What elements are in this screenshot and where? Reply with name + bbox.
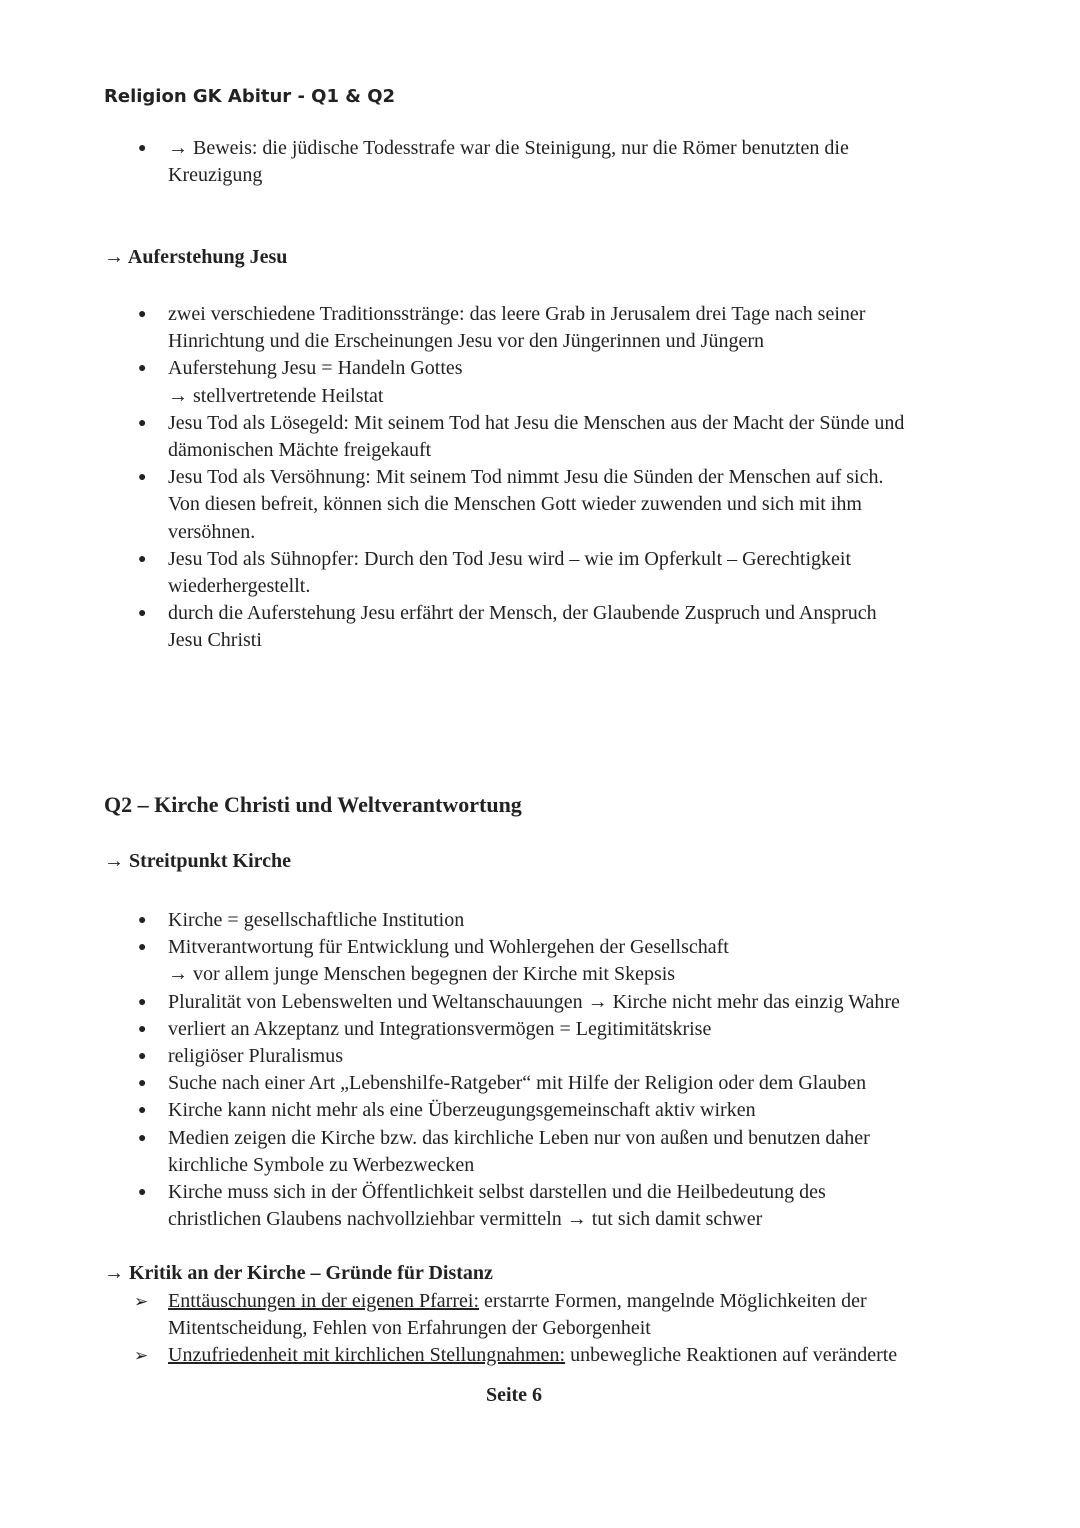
list-item: ● Jesu Tod als Sühnopfer: Durch den Tod Jesu wird – wie im Opferkult – Gerechtigkeit wiederhergestellt. — [138, 547, 851, 598]
bullet-icon: ● — [138, 1021, 147, 1037]
bullet-icon: ● — [138, 913, 147, 928]
bullet-icon: ● — [138, 1049, 147, 1065]
bullet-icon: ● — [138, 1103, 147, 1119]
bullet-icon: ● — [138, 307, 147, 322]
list-item: ● Medien zeigen die Kirche bzw. das kirchliche Leben nur von außen und benutzen daher kirchliche Symbole zu Werbezwecken — [138, 1126, 870, 1176]
list-item: ● religiöser Pluralismus — [0, 1043, 1080, 1070]
bullet-icon: ● — [138, 1076, 147, 1092]
bullet-icon: ● — [138, 551, 147, 567]
underlined-term: Unzufriedenheit mit kirchlichen Stellungnahmen: — [168, 1344, 566, 1367]
bullet-icon: ● — [138, 940, 147, 956]
bullet-icon: ● — [138, 470, 147, 486]
list-item: ● Mitverantwortung für Entwicklung und Wohlergehen der Gesellschaft → vor allem junge Menschen begegnen der Kirche mit Skepsis — [138, 936, 729, 986]
kritik-arrow-list — [0, 1288, 1080, 1370]
bullet-icon: ● — [138, 361, 147, 377]
list-item: ● Suche nach einer Art „Lebenshilfe-Ratgeber“ mit Hilfe der Religion oder dem Glauben — [0, 1070, 1080, 1097]
list-item: ● Pluralität von Lebenswelten und Weltanschauungen → Kirche nicht mehr das einzig Wahre — [0, 989, 1080, 1016]
section-heading-auferstehung: → Auferstehung Jesu — [104, 246, 288, 268]
list-item: ● Jesu Tod als Versöhnung: Mit seinem Tod nimmt Jesu die Sünden der Menschen auf sich. Von diesen befreit, können sich die Menschen Gott wieder zuwenden und sich mit ihm versöhnen. — [138, 466, 884, 543]
list-item: ● → Beweis: die jüdische Todesstrafe war die Steinigung, nur die Römer benutzten die Kreuzigung — [138, 137, 849, 187]
list-item: ● durch die Auferstehung Jesu erfährt der Mensch, der Glaubende Zuspruch und Anspruch Jesu Christi — [138, 602, 877, 652]
list-item: ➢ Unzufriedenheit mit kirchlichen Stellungnahmen: unbewegliche Reaktionen auf veränderte — [0, 1342, 1080, 1369]
bullet-icon: ● — [138, 994, 147, 1010]
list-item: ● verliert an Akzeptanz und Integrationsvermögen = Legitimitätskrise — [0, 1016, 1080, 1043]
bullet-icon: ● — [138, 1185, 147, 1201]
section-heading-kritik: → Kritik an der Kirche – Gründe für Distanz — [104, 1262, 493, 1284]
page-number: Seite 6 — [485, 1384, 543, 1406]
arrowhead-bullet-icon: ➢ — [134, 1292, 149, 1311]
list-item: ● Kirche = gesellschaftliche Institution — [0, 907, 1080, 934]
list-item: ● Auferstehung Jesu = Handeln Gottes → stellvertretende Heilstat — [138, 357, 463, 407]
document-header: Religion GK Abitur - Q1 & Q2 — [104, 86, 396, 107]
list-item: ● Kirche kann nicht mehr als eine Überzeugungsgemeinschaft aktiv wirken — [0, 1097, 1080, 1124]
arrowhead-bullet-icon: ➢ — [134, 1346, 149, 1366]
bullet-icon: ● — [138, 415, 147, 431]
streitpunkt-bullet-list — [0, 907, 1080, 1233]
list-item: ➢ Enttäuschungen in der eigenen Pfarrei: erstarrte Formen, mangelnde Möglichkeiten der Mitentscheidung, Fehlen von Erfahrungen der Geborgenheit — [134, 1290, 867, 1340]
bullet-icon: ● — [138, 606, 147, 622]
auferstehung-bullet-list — [0, 301, 1080, 655]
section-heading-streitpunkt: → Streitpunkt Kirche — [104, 850, 292, 872]
bullet-icon: ● — [138, 1130, 147, 1146]
bullet-icon: ● — [138, 141, 147, 156]
list-item: ● Kirche muss sich in der Öffentlichkeit selbst darstellen und die Heilbedeutung des christlichen Glaubens nachvollziehbar vermitteln → tut sich damit schwer — [138, 1181, 826, 1231]
underlined-term: Enttäuschungen in der eigenen Pfarrei: — [168, 1290, 479, 1312]
top-bullet-list — [0, 135, 1080, 189]
section-heading-q2: Q2 – Kirche Christi und Weltverantwortung — [104, 792, 522, 817]
list-item: ● zwei verschiedene Traditionsstränge: das leere Grab in Jerusalem drei Tage nach seiner Hinrichtung und die Erscheinungen Jesu vor den Jüngerinnen und Jüngern — [138, 303, 866, 353]
list-item: ● Jesu Tod als Lösegeld: Mit seinem Tod hat Jesu die Menschen aus der Macht der Sünde und dämonischen Mächte freigekauft — [138, 411, 905, 462]
